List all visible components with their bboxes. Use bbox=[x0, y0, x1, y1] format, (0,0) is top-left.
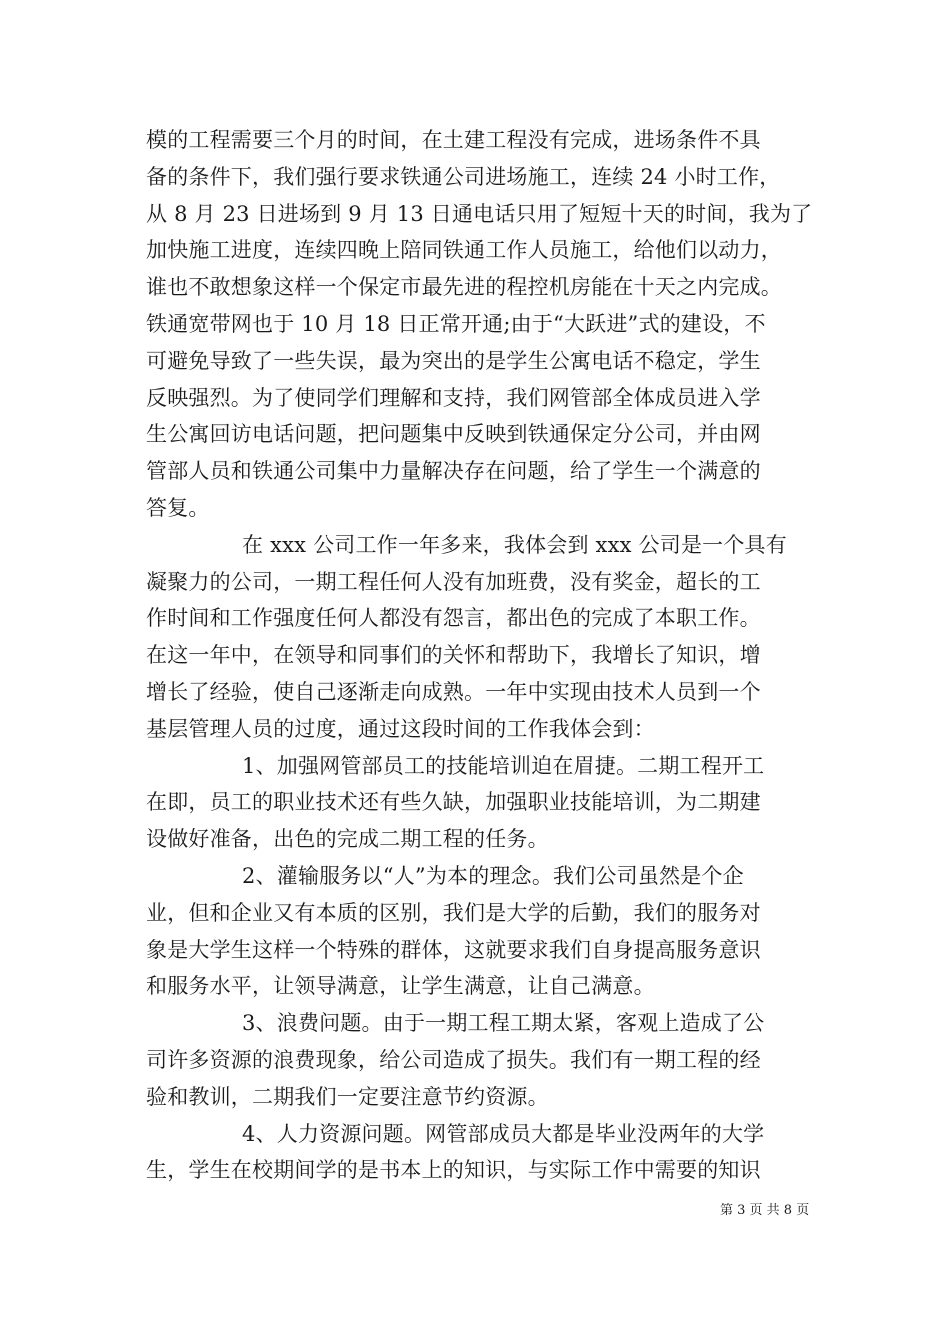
text-line: 从 8 月 23 日进场到 9 月 13 日通电话只用了短短十天的时间，我为了 bbox=[146, 201, 813, 226]
text-line: 备的条件下，我们强行要求铁通公司进场施工，连续 24 小时工作， bbox=[146, 164, 781, 189]
list-item-1-line: 1、加强网管部员工的技能培训迫在眉捷。二期工程开工 bbox=[242, 753, 765, 778]
text-line: 在这一年中，在领导和同事们的关怀和帮助下，我增长了知识，增 bbox=[146, 643, 761, 668]
text-line: 答复。 bbox=[146, 495, 210, 520]
text-line: 生公寓回访电话问题，把问题集中反映到铁通保定分公司，并由网 bbox=[146, 422, 761, 447]
text-line: 象是大学生这样一个特殊的群体，这就要求我们自身提高服务意识 bbox=[146, 937, 761, 962]
text-line: 在即，员工的职业技术还有些久缺，加强职业技能培训，为二期建 bbox=[146, 790, 761, 815]
text-line: 生，学生在校期间学的是书本上的知识，与实际工作中需要的知识 bbox=[146, 1158, 761, 1183]
body-text bbox=[146, 122, 826, 1189]
text-line: 作时间和工作强度任何人都没有怨言，都出色的完成了本职工作。 bbox=[146, 606, 761, 631]
text-line: 管部人员和铁通公司集中力量解决存在问题，给了学生一个满意的 bbox=[146, 459, 761, 484]
list-item-4-line: 4、人力资源问题。网管部成员大都是毕业没两年的大学 bbox=[242, 1121, 765, 1146]
text-line: 模的工程需要三个月的时间，在土建工程没有完成，进场条件不具 bbox=[146, 128, 761, 152]
text-line: 增长了经验，使自己逐渐走向成熟。一年中实现由技术人员到一个 bbox=[146, 679, 761, 704]
text-line: 验和教训，二期我们一定要注意节约资源。 bbox=[146, 1084, 549, 1109]
paragraph-start-line: 在 xxx 公司工作一年多来，我体会到 xxx 公司是一个具有 bbox=[242, 532, 787, 557]
list-item-3-line: 3、浪费问题。由于一期工程工期太紧，客观上造成了公 bbox=[242, 1011, 765, 1036]
text-line: 基层管理人员的过度，通过这段时间的工作我体会到： bbox=[146, 716, 655, 741]
list-item-2-line: 2、灌输服务以“人”为本的理念。我们公司虽然是个企 bbox=[242, 863, 744, 888]
text-line: 可避免导致了一些失误，最为突出的是学生公寓电话不稳定，学生 bbox=[146, 348, 761, 373]
text-line: 和服务水平，让领导满意，让学生满意，让自己满意。 bbox=[146, 974, 655, 999]
text-line: 设做好准备，出色的完成二期工程的任务。 bbox=[146, 827, 549, 852]
text-line: 业，但和企业又有本质的区别，我们是大学的后勤，我们的服务对 bbox=[146, 900, 761, 925]
text-line: 反映强烈。为了使同学们理解和支持，我们网管部全体成员进入学 bbox=[146, 385, 761, 410]
page-number-footer: 第 3 页 共 8 页 bbox=[720, 1203, 810, 1218]
text-line: 司许多资源的浪费现象，给公司造成了损失。我们有一期工程的经 bbox=[146, 1047, 761, 1072]
text-line: 加快施工进度，连续四晚上陪同铁通工作人员施工，给他们以动力， bbox=[146, 238, 782, 263]
text-line: 铁通宽带网也于 10 月 18 日正常开通;由于“大跃进”式的建设，不 bbox=[146, 311, 766, 336]
text-line: 谁也不敢想象这样一个保定市最先进的程控机房能在十天之内完成。 bbox=[146, 275, 782, 300]
text-line: 凝聚力的公司，一期工程任何人没有加班费，没有奖金，超长的工 bbox=[146, 569, 761, 594]
